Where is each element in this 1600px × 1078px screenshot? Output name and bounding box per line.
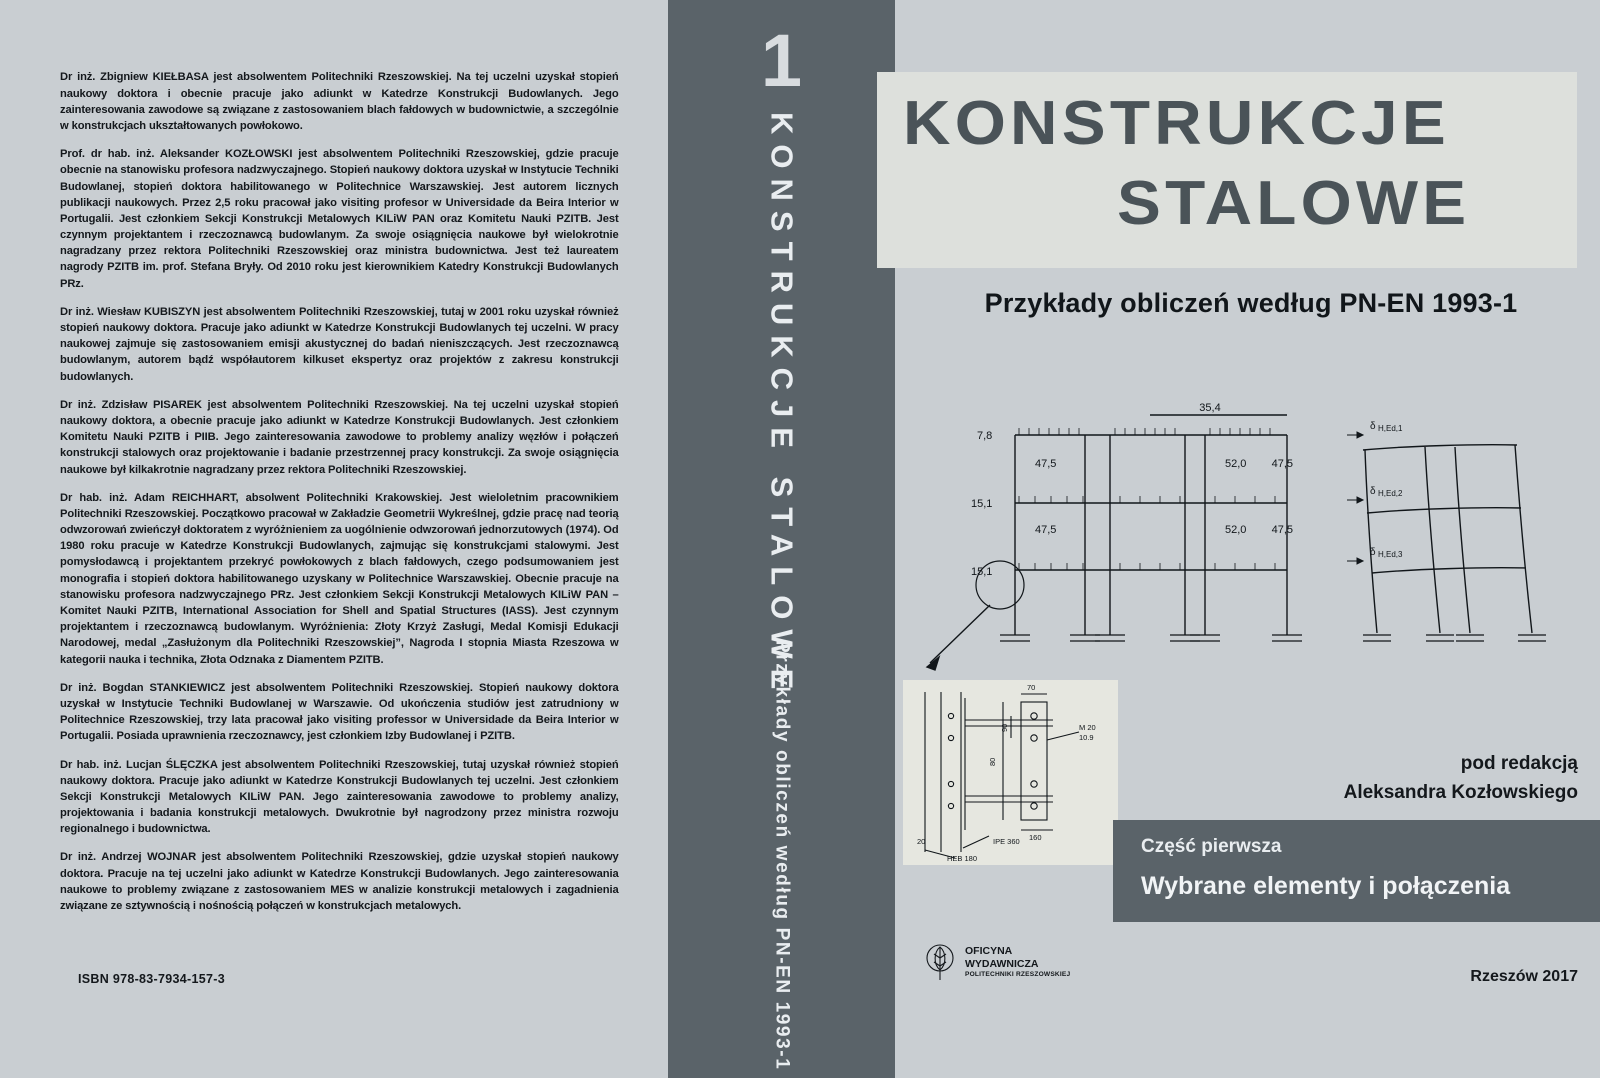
editor-block (1344, 750, 1578, 807)
detail-dim-70: 70 (1027, 683, 1036, 692)
detail-dim-90: 90 (1000, 723, 1009, 732)
deflection-label: δ (1370, 421, 1376, 432)
part-title: Wybrane elementy i połączenia (1141, 872, 1511, 900)
front-subtitle: Przykłady obliczeń według PN-EN 1993-1 (984, 288, 1518, 318)
deflection-label: δ (1370, 547, 1376, 558)
span-label: 47,5 (1271, 524, 1293, 536)
span-label: 47,5 (1035, 458, 1057, 470)
part-label: Część pierwsza (1141, 836, 1282, 857)
dim-top-label: 35,4 (1199, 402, 1221, 414)
publisher-line-2: WYDAWNICZA (965, 957, 1039, 970)
publisher-line-1: OFICYNA (965, 944, 1013, 957)
spine-title: KONSTRUKCJE STALOWE (764, 112, 800, 700)
isbn-text: ISBN 978-83-7934-157-3 (78, 972, 225, 986)
bio-paragraph: Dr inż. Zbigniew KIEŁBASA jest absolwentem Politechniki Rzeszowskiej. Na tej uczelni uzyskał stopień naukowy doktora i obecnie pracuje jako adiunkt w Katedrze Konstrukcji Budowlanych. Jego zainteresowania zawodowe są związane z zastosowaniem blach fałdowych w budownictwie, a szczególnie w konstrukcjach ukształtowanych powłokowo. (60, 71, 619, 132)
detail-column-label: HEB 180 (947, 854, 978, 863)
bio-paragraph: Dr inż. Bogdan STANKIEWICZ jest absolwentem Politechniki Rzeszowskiej. Stopień naukowy doktora uzyskał w Instytucie Techniki Budowlanej w Warszawie. Od ukończenia studiów jest zatrudniony w Politechnice Rzeszowskiej, trzy lata pracował jako visiting professor w Universidade da Beira Interior w Portugalii. Posiada uprawnienia rzeczoznawcy, jest członkiem Izby Budowlanej i PZITB. (60, 681, 619, 743)
publisher-logo-icon (923, 942, 957, 982)
frame-diagram-svg (895, 395, 1600, 680)
deflection-sub: H,Ed,1 (1378, 424, 1403, 433)
deflection-label: δ (1370, 486, 1376, 497)
span-label: 47,5 (1271, 458, 1293, 470)
frame-diagram-figure (895, 395, 1600, 680)
span-label: 47,5 (1035, 524, 1057, 536)
book-spine (668, 0, 895, 1078)
deflection-sub: H,Ed,2 (1378, 489, 1403, 498)
dim-left-top-label: 7,8 (977, 430, 993, 442)
spine-volume-number: 1 (760, 19, 803, 102)
back-cover (0, 0, 668, 1078)
connection-detail-figure (903, 680, 1118, 865)
spine-subtitle: Przykłady obliczeń według PN-EN 1993-1 (771, 640, 793, 1071)
title-band (877, 72, 1577, 268)
bio-paragraph: Dr inż. Wiesław KUBISZYN jest absolwentem Politechniki Rzeszowskiej, tutaj w 2001 roku uzyskał również stopień naukowy doktora. Pracuje jako adiunkt w Katedrze Konstrukcji Budowlanych tej uczelni. W pracy naukowej zajmuje się zastosowaniem emisji akustycznej do badań nieniszczących. Jest rzeczoznawcą budowlanym, autorem bądź współautorem kilkuset ekspertyz oraz projektów z zakresu konstrukcji budowlanych. (60, 305, 619, 383)
dim-left-bottom-label: 15,1 (971, 566, 993, 578)
front-cover (895, 0, 1600, 1078)
title-line-1: KONSTRUKCJE (903, 89, 1450, 158)
bio-paragraph: Dr hab. inż. Adam REICHHART, absolwent Politechniki Krakowskiej. Jest wieloletnim pracownikiem Politechniki Rzeszowskiej. Początkowo pracował w Zakładzie Geometrii Wykreślnej, gdzie pracę nad teorią odwzorowań zwieńczył doktoratem z wyróżnieniem za uogólnienie odwzorowań jednorzutowych (1974). Od 1980 roku pracuje w Katedrze Konstrukcji Budowlanych, zajmując się konstrukcjami stalowymi. Jest pomysłodawcą i projektantem przekryć powłokowych z blach fałdowych, czego podsumowaniem jest monografia i stopień doktora habilitowanego uzyskany w Politechnice Warszawskiej. Obecnie pracuje na stanowisku profesora nadzwyczajnego PRz. Jest członkiem Sekcji Konstrukcji Metalowych KILiW PAN – Komitet Nauki PZITB, International Association for Shell and Spatial Structures (IASS). Jest czynnym projektantem i rzeczoznawcą budowlanym. Wyróżnienia: Złoty Krzyż Zasługi, Medal Komisji Edukacji Narodowej, medal „Zasłużonym dla Politechniki Rzeszowskiej”, Nagroda I stopnia Miasta Rzeszowa w kategorii nauka i technika, Złota Odznaka z Diamentem PZITB. (60, 491, 619, 666)
publisher-line-3: POLITECHNIKI RZESZOWSKIEJ (965, 971, 1071, 978)
place-year: Rzeszów 2017 (1470, 968, 1578, 985)
bio-paragraph: Dr hab. inż. Lucjan ŚLĘCZKA jest absolwentem Politechniki Rzeszowskiej, tutaj uzyskał również stopień naukowy doktora. Pracuje jako adiunkt w Katedrze Konstrukcji Budowlanych tej uczelni. Jest członkiem Sekcji Konstrukcji Metalowych KILiW PAN. Jego zainteresowania zawodowe to problemy analizy, projektowania i badania konstrukcji metalowych. Dwukrotnie był nagrodzony przez ministra rozwoju regionalnego i budownictwa. (60, 758, 619, 836)
detail-dim-160: 160 (1029, 833, 1042, 842)
span-label: 52,0 (1225, 524, 1247, 536)
author-bios (60, 58, 630, 926)
editor-label: pod redakcją (1460, 753, 1578, 774)
detail-dim-20: 20 (917, 837, 926, 846)
detail-bolt-class: 10.9 (1079, 733, 1094, 742)
detail-beam-label: IPE 360 (993, 837, 1020, 846)
detail-dim-80: 80 (988, 757, 997, 766)
part-band (1113, 820, 1600, 922)
span-label: 52,0 (1225, 458, 1247, 470)
connection-detail-svg (903, 680, 1118, 865)
bio-paragraph: Dr inż. Andrzej WOJNAR jest absolwentem Politechniki Rzeszowskiej, gdzie uzyskał stopień naukowy doktora. Pracuje na tej uczelni jako adiunkt w Katedrze Konstrukcji Budowlanych. Jego zainteresowania naukowe to problemy związane z zastosowaniem MES w analizie konstrukcji metalowych i zagadnienia związane ze sztywnością i nośnością połączeń w konstrukcjach metalowych. (60, 851, 619, 913)
title-line-2: STALOWE (1117, 169, 1471, 238)
publisher-block (923, 942, 1070, 982)
bio-paragraph: Prof. dr hab. inż. Aleksander KOZŁOWSKI jest absolwentem Politechniki Rzeszowskiej, gdzie pracuje obecnie na stanowisku profesora nadzwyczajnego. Stopień naukowy doktora uzyskał w Instytucie Techniki Budowlanej, stopień doktora habilitowanego w Politechnice Warszawskiej. Jest autorem licznych publikacji naukowych. Przez 2,5 roku pracował jako visiting profesor w Universidade da Beira Interior w Portugalii. Jest członkiem Sekcji Konstrukcji Metalowych KILiW PAN oraz Komitetu Nauki PZITB. Jest czynnym projektantem i rzeczoznawcą budowlanym. Za swoje osiągnięcia naukowe był wielokrotnie nagradzany przez rektora Politechniki Rzeszowskiej oraz ministra budownictwa. Jest też laureatem nagrody PZITB im. prof. Stefana Bryły. Od 2010 roku jest kierownikiem Katedry Konstrukcji Budowlanych PRz. (60, 148, 619, 290)
detail-bolt-label: M 20 (1079, 723, 1096, 732)
editor-name: Aleksandra Kozłowskiego (1343, 781, 1578, 803)
deflection-sub: H,Ed,3 (1378, 550, 1403, 559)
bio-paragraph: Dr inż. Zdzisław PISAREK jest absolwentem Politechniki Rzeszowskiej. Na tej uczelni uzyskał stopień naukowy doktora, a obecnie pracuje jako adiunkt w Katedrze Konstrukcji Budowlanych. Jest członkiem Komitetu Nauki PZITB i PIIB. Jego zainteresowania zawodowe to problemy analizy węzłów i połączeń konstrukcji stalowych oraz projektowanie i badanie przestrzennej pracy konstrukcji. Za swoje osiągnięcia naukowe był kilkakrotnie nagradzany przez rektora Politechniki Rzeszowskiej. (60, 398, 619, 476)
publisher-text (965, 945, 1070, 979)
dim-left-mid-label: 15,1 (971, 498, 993, 510)
